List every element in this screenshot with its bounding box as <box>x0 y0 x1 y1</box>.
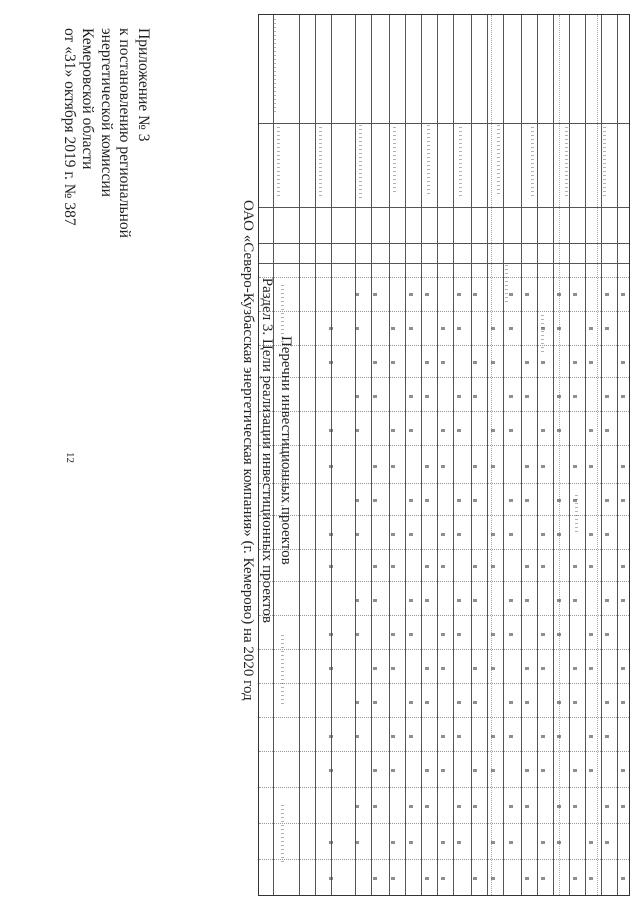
table-cell-value <box>621 599 625 602</box>
table-cell-value <box>573 599 577 602</box>
table-cell-value <box>605 499 609 502</box>
table-cell-value <box>457 429 461 432</box>
unreadable-text <box>273 19 276 115</box>
table-cell-value <box>391 633 395 636</box>
table-cell-value <box>373 667 377 670</box>
table-cell-value <box>491 465 495 468</box>
table-header-line <box>259 243 629 244</box>
table-cell-value <box>329 667 333 670</box>
table-column-line <box>521 15 522 895</box>
table-cell-value <box>355 633 359 636</box>
table-cell-value <box>457 633 461 636</box>
table-cell-value <box>373 499 377 502</box>
table-cell-value <box>409 633 413 636</box>
table-cell-value <box>425 395 429 398</box>
unreadable-text <box>359 125 362 199</box>
table-cell-value <box>425 565 429 568</box>
table-cell-value <box>525 361 529 364</box>
table-cell-value <box>457 599 461 602</box>
table-field-line <box>259 377 629 378</box>
table-cell-value <box>329 429 333 432</box>
table-cell-value <box>391 327 395 330</box>
table-cell-value <box>473 361 477 364</box>
unreadable-text <box>281 635 284 705</box>
table-cell-value <box>329 841 333 844</box>
table-field-line <box>259 859 629 860</box>
table-cell-value <box>457 499 461 502</box>
table-cell-value <box>355 327 359 330</box>
table-cell-value <box>509 533 513 536</box>
table-column-line <box>503 15 504 895</box>
table-cell-value <box>509 735 513 738</box>
table-cell-value <box>457 735 461 738</box>
table-cell-value <box>491 633 495 636</box>
table-dotted-line <box>491 15 492 895</box>
table-cell-value <box>491 533 495 536</box>
table-cell-value <box>541 667 545 670</box>
table-field-line <box>259 345 629 346</box>
table-cell-value <box>557 533 561 536</box>
table-cell-value <box>605 327 609 330</box>
table-field-line <box>259 483 629 484</box>
table-cell-value <box>329 735 333 738</box>
table-cell-value <box>491 565 495 568</box>
table-column-line <box>421 15 422 895</box>
table-dotted-line <box>559 15 560 895</box>
table-field-line <box>259 823 629 824</box>
table-cell-value <box>391 565 395 568</box>
table-cell-value <box>441 361 445 364</box>
unreadable-text <box>393 127 396 195</box>
table-cell-value <box>409 327 413 330</box>
table-cell-value <box>441 429 445 432</box>
table-cell-value <box>329 465 333 468</box>
table-cell-value <box>329 565 333 568</box>
table-cell-value <box>457 805 461 808</box>
table-cell-value <box>573 293 577 296</box>
table-cell-value <box>525 769 529 772</box>
table-cell-value <box>409 841 413 844</box>
table-cell-value <box>509 395 513 398</box>
table-cell-value <box>605 701 609 704</box>
unreadable-text <box>281 285 284 345</box>
appendix-line: энергетической комиссии <box>98 28 115 197</box>
table-cell-value <box>573 395 577 398</box>
investment-goals-table <box>258 14 630 896</box>
table-cell-value <box>441 327 445 330</box>
table-cell-value <box>605 805 609 808</box>
page-number: 12 <box>64 452 76 463</box>
title-line: ОАО «Северо-Кузбасская энергетическая компания» (г. Кемерово) на 2020 год <box>240 200 256 701</box>
table-cell-value <box>509 327 513 330</box>
table-cell-value <box>355 805 359 808</box>
unreadable-text <box>277 127 280 197</box>
table-header-line <box>259 123 629 124</box>
table-cell-value <box>457 701 461 704</box>
table-cell-value <box>409 701 413 704</box>
table-cell-value <box>355 533 359 536</box>
table-cell-value <box>541 769 545 772</box>
table-cell-value <box>329 533 333 536</box>
table-cell-value <box>457 841 461 844</box>
table-cell-value <box>621 667 625 670</box>
table-cell-value <box>441 769 445 772</box>
table-cell-value <box>457 293 461 296</box>
table-cell-value <box>373 465 377 468</box>
table-cell-value <box>425 877 429 880</box>
table-cell-value <box>373 701 377 704</box>
table-cell-value <box>329 769 333 772</box>
unreadable-text <box>281 805 284 865</box>
table-cell-value <box>491 327 495 330</box>
table-cell-value <box>425 499 429 502</box>
unreadable-text <box>459 127 462 197</box>
table-column-line <box>315 15 316 895</box>
table-cell-value <box>621 465 625 468</box>
table-column-line <box>617 15 618 895</box>
table-cell-value <box>441 565 445 568</box>
table-field-line <box>259 277 629 278</box>
table-cell-value <box>329 633 333 636</box>
table-cell-value <box>589 769 593 772</box>
table-cell-value <box>391 841 395 844</box>
table-cell-value <box>557 395 561 398</box>
table-cell-value <box>355 735 359 738</box>
table-cell-value <box>525 395 529 398</box>
table-cell-value <box>473 499 477 502</box>
table-cell-value <box>473 877 477 880</box>
table-header-line <box>259 263 629 264</box>
table-cell-value <box>425 361 429 364</box>
table-cell-value <box>355 599 359 602</box>
table-cell-value <box>525 293 529 296</box>
table-cell-value <box>391 533 395 536</box>
table-cell-value <box>355 429 359 432</box>
table-cell-value <box>409 533 413 536</box>
table-cell-value <box>441 735 445 738</box>
table-cell-value <box>589 361 593 364</box>
table-cell-value <box>509 599 513 602</box>
table-cell-value <box>573 361 577 364</box>
table-column-line <box>331 15 332 895</box>
unreadable-text <box>505 265 508 305</box>
table-cell-value <box>457 395 461 398</box>
table-cell-value <box>525 877 529 880</box>
table-cell-value <box>525 565 529 568</box>
table-cell-value <box>473 565 477 568</box>
table-cell-value <box>573 769 577 772</box>
table-column-line <box>371 15 372 895</box>
table-cell-value <box>391 877 395 880</box>
table-cell-value <box>605 633 609 636</box>
table-cell-value <box>605 533 609 536</box>
table-column-line <box>569 15 570 895</box>
table-cell-value <box>373 565 377 568</box>
table-cell-value <box>441 633 445 636</box>
table-cell-value <box>491 429 495 432</box>
table-cell-value <box>605 735 609 738</box>
table-cell-value <box>573 499 577 502</box>
table-cell-value <box>621 769 625 772</box>
table-cell-value <box>557 735 561 738</box>
table-field-line <box>259 445 629 446</box>
table-cell-value <box>425 293 429 296</box>
table-cell-value <box>541 565 545 568</box>
table-cell-value <box>373 293 377 296</box>
appendix-block <box>60 28 153 238</box>
table-cell-value <box>441 877 445 880</box>
table-cell-value <box>391 769 395 772</box>
table-cell-value <box>491 769 495 772</box>
appendix-line: от «31» октября 2019 г. № 387 <box>61 28 78 226</box>
table-field-line <box>259 311 629 312</box>
table-cell-value <box>473 667 477 670</box>
table-column-line <box>553 15 554 895</box>
table-cell-value <box>509 499 513 502</box>
table-cell-value <box>473 465 477 468</box>
table-cell-value <box>589 327 593 330</box>
table-column-line <box>471 15 472 895</box>
table-cell-value <box>373 769 377 772</box>
table-cell-value <box>509 429 513 432</box>
table-cell-value <box>391 735 395 738</box>
table-cell-value <box>491 841 495 844</box>
table-cell-value <box>621 701 625 704</box>
table-cell-value <box>525 499 529 502</box>
table-column-line <box>453 15 454 895</box>
table-cell-value <box>473 701 477 704</box>
table-column-line <box>585 15 586 895</box>
table-cell-value <box>605 395 609 398</box>
table-cell-value <box>621 565 625 568</box>
table-cell-value <box>557 841 561 844</box>
table-cell-value <box>473 293 477 296</box>
table-cell-value <box>605 293 609 296</box>
unreadable-text <box>541 315 544 355</box>
table-cell-value <box>509 293 513 296</box>
unreadable-text <box>497 125 500 197</box>
table-cell-value <box>373 599 377 602</box>
table-cell-value <box>391 667 395 670</box>
table-cell-value <box>355 499 359 502</box>
table-cell-value <box>589 465 593 468</box>
table-cell-value <box>541 533 545 536</box>
table-cell-value <box>621 361 625 364</box>
table-header-line <box>259 207 629 208</box>
table-cell-value <box>573 667 577 670</box>
table-cell-value <box>573 565 577 568</box>
table-cell-value <box>589 735 593 738</box>
table-column-line <box>601 15 602 895</box>
table-field-line <box>259 615 629 616</box>
table-cell-value <box>525 805 529 808</box>
table-dotted-line <box>597 15 598 895</box>
table-cell-value <box>329 361 333 364</box>
table-cell-value <box>573 877 577 880</box>
table-cell-value <box>373 877 377 880</box>
table-cell-value <box>373 395 377 398</box>
table-field-line <box>259 515 629 516</box>
table-cell-value <box>409 429 413 432</box>
table-cell-value <box>589 667 593 670</box>
appendix-line: Кемеровской области <box>79 28 97 170</box>
table-cell-value <box>457 327 461 330</box>
table-cell-value <box>605 841 609 844</box>
table-cell-value <box>457 533 461 536</box>
table-field-line <box>259 751 629 752</box>
table-cell-value <box>425 667 429 670</box>
table-cell-value <box>557 499 561 502</box>
table-cell-value <box>409 395 413 398</box>
unreadable-text <box>281 445 284 525</box>
table-cell-value <box>391 429 395 432</box>
table-column-line <box>437 15 438 895</box>
table-cell-value <box>605 429 609 432</box>
table-column-line <box>389 15 390 895</box>
table-cell-value <box>355 841 359 844</box>
table-cell-value <box>473 805 477 808</box>
table-cell-value <box>491 667 495 670</box>
table-cell-value <box>491 735 495 738</box>
table-cell-value <box>425 465 429 468</box>
table-cell-value <box>509 841 513 844</box>
title-line: Перечни инвестиционных проектов <box>278 335 294 565</box>
table-cell-value <box>621 877 625 880</box>
table-cell-value <box>589 633 593 636</box>
table-cell-value <box>557 805 561 808</box>
table-field-line <box>259 549 629 550</box>
table-cell-value <box>541 841 545 844</box>
unreadable-text <box>427 125 430 197</box>
table-cell-value <box>573 465 577 468</box>
table-cell-value <box>589 841 593 844</box>
appendix-line: к постановлению региональной <box>116 28 134 238</box>
table-cell-value <box>605 599 609 602</box>
unreadable-text <box>319 127 322 197</box>
table-field-line <box>259 717 629 718</box>
unreadable-text <box>603 127 606 197</box>
table-cell-value <box>409 499 413 502</box>
table-cell-value <box>541 361 545 364</box>
table-cell-value <box>473 395 477 398</box>
table-cell-value <box>541 465 545 468</box>
table-cell-value <box>409 735 413 738</box>
table-field-line <box>259 683 629 684</box>
table-cell-value <box>621 805 625 808</box>
table-column-line <box>537 15 538 895</box>
table-cell-value <box>509 805 513 808</box>
table-cell-value <box>541 633 545 636</box>
unreadable-text <box>565 127 568 197</box>
table-cell-value <box>541 429 545 432</box>
table-cell-value <box>409 293 413 296</box>
table-field-line <box>259 787 629 788</box>
table-cell-value <box>557 701 561 704</box>
table-column-line <box>355 15 356 895</box>
table-cell-value <box>509 633 513 636</box>
table-cell-value <box>329 877 333 880</box>
table-cell-value <box>589 877 593 880</box>
appendix-line: Приложение № 3 <box>135 28 152 142</box>
table-cell-value <box>441 465 445 468</box>
table-cell-value <box>541 327 545 330</box>
table-cell-value <box>409 599 413 602</box>
table-cell-value <box>425 805 429 808</box>
table-cell-value <box>589 565 593 568</box>
table-cell-value <box>557 599 561 602</box>
table-cell-value <box>473 769 477 772</box>
table-cell-value <box>473 599 477 602</box>
table-cell-value <box>425 599 429 602</box>
table-cell-value <box>509 701 513 704</box>
table-cell-value <box>525 465 529 468</box>
table-field-line <box>259 649 629 650</box>
table-cell-value <box>355 293 359 296</box>
table-cell-value <box>441 667 445 670</box>
table-column-line <box>273 15 274 895</box>
table-cell-value <box>557 293 561 296</box>
table-column-line <box>299 15 300 895</box>
table-cell-value <box>557 327 561 330</box>
table-cell-value <box>441 533 445 536</box>
table-cell-value <box>425 769 429 772</box>
table-cell-value <box>621 293 625 296</box>
table-cell-value <box>355 701 359 704</box>
table-cell-value <box>355 395 359 398</box>
table-cell-value <box>525 701 529 704</box>
table-cell-value <box>491 361 495 364</box>
table-cell-value <box>409 805 413 808</box>
table-cell-value <box>373 361 377 364</box>
table-cell-value <box>557 633 561 636</box>
table-field-line <box>259 411 629 412</box>
table-cell-value <box>541 735 545 738</box>
table-field-line <box>259 581 629 582</box>
table-cell-value <box>373 805 377 808</box>
table-cell-value <box>621 395 625 398</box>
table-column-line <box>487 15 488 895</box>
table-cell-value <box>525 599 529 602</box>
table-column-line <box>405 15 406 895</box>
table-cell-value <box>557 429 561 432</box>
title-line: Раздел 3. Цели реализации инвестиционных проектов <box>259 277 275 623</box>
table-cell-value <box>573 701 577 704</box>
unreadable-text <box>531 127 534 197</box>
table-cell-value <box>573 805 577 808</box>
table-cell-value <box>329 327 333 330</box>
table-cell-value <box>541 877 545 880</box>
table-cell-value <box>621 499 625 502</box>
table-cell-value <box>491 877 495 880</box>
table-cell-value <box>525 667 529 670</box>
table-cell-value <box>425 701 429 704</box>
table-cell-value <box>589 533 593 536</box>
table-cell-value <box>589 429 593 432</box>
table-cell-value <box>441 841 445 844</box>
table-cell-value <box>391 465 395 468</box>
table-cell-value <box>391 361 395 364</box>
